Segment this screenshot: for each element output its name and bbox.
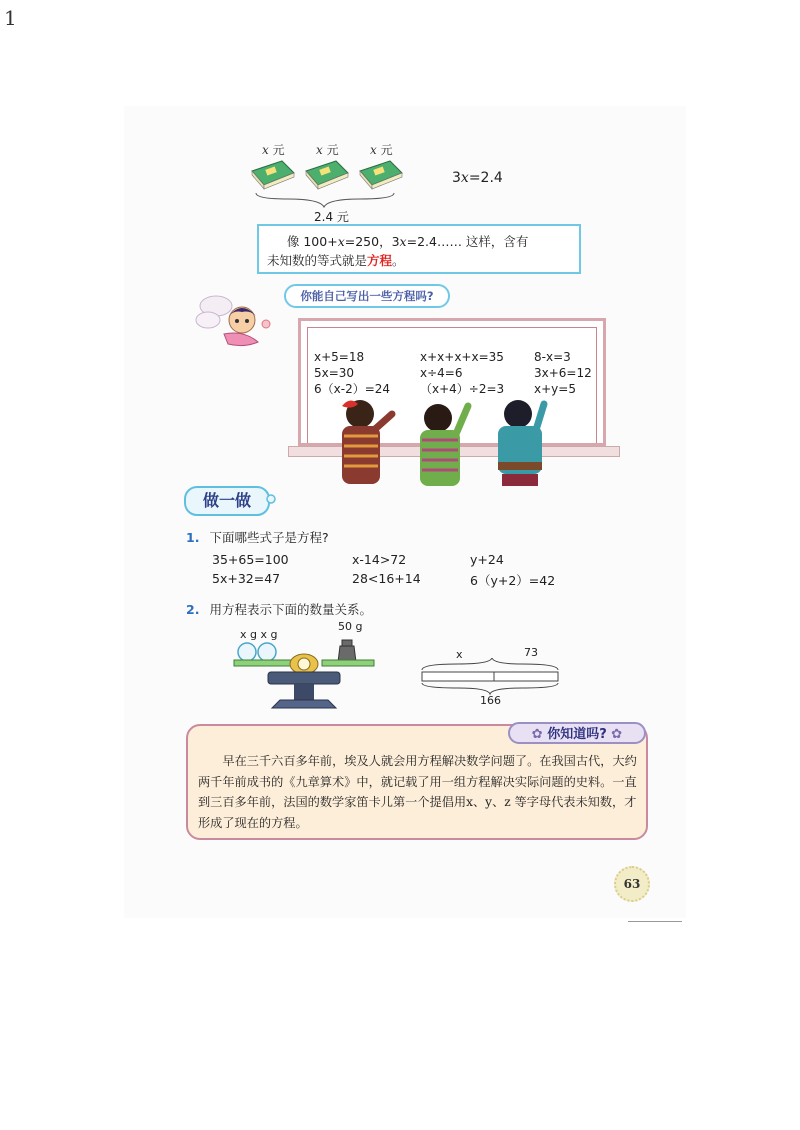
- keyword-equation: 方程: [367, 253, 393, 268]
- definition-line-2: 未知数的等式就是方程。: [267, 253, 405, 268]
- weight-ball-icon: [258, 643, 276, 661]
- question-2: 2. 用方程表示下面的数量关系。: [186, 602, 372, 617]
- expression: 5x+32=47: [212, 571, 281, 586]
- expression: 35+65=100: [212, 552, 289, 567]
- child-middle: [420, 404, 468, 486]
- book-icon-3: [360, 161, 402, 189]
- board-equation: 6（x-2）=24: [314, 382, 391, 396]
- board-equation: 5x=30: [314, 366, 355, 380]
- children-illustration: [330, 396, 560, 490]
- child-right: [498, 400, 544, 486]
- balance-scale-illustration: [232, 636, 378, 714]
- expression: 28<16+14: [352, 571, 421, 586]
- segment-left-label: x: [456, 648, 463, 661]
- board-equation: x+y=5: [534, 382, 576, 396]
- total-brace: [256, 193, 394, 207]
- section-title-try: 做一做: [184, 486, 270, 516]
- angel-illustration: [194, 290, 280, 356]
- did-you-know-text: [198, 751, 642, 833]
- definition-box: [257, 224, 581, 274]
- books-illustration: [248, 155, 408, 215]
- corner-number: 1: [4, 6, 17, 30]
- segment-right-label: 73: [524, 646, 538, 659]
- did-you-know-tag: ✿ 你知道吗? ✿: [508, 722, 646, 744]
- expression: y+24: [470, 552, 504, 567]
- board-equation: x+5=18: [314, 350, 365, 364]
- board-equation: 8-x=3: [534, 350, 571, 364]
- book-icon-1: [252, 161, 294, 189]
- definition-line-1: 像 100+x=250，3x=2.4…… 这样，含有: [286, 234, 529, 249]
- scale-right-label: 50 g: [338, 620, 363, 633]
- total-price-label: 2.4 元: [314, 210, 349, 224]
- book-price-label-2: x 元: [316, 143, 339, 157]
- angel-speech-bubble: 你能自己写出一些方程吗?: [284, 284, 450, 308]
- book-price-label-3: x 元: [370, 143, 393, 157]
- main-equation: 3x=2.4: [452, 170, 503, 186]
- expression: 6（y+2）=42: [470, 573, 556, 588]
- board-equation: x+x+x+x=35: [420, 350, 504, 364]
- bubble-tail-icon: [266, 492, 280, 506]
- flower-icon: ✿: [606, 727, 623, 742]
- question-1: 1. 下面哪些式子是方程?: [186, 530, 329, 545]
- weight-ball-icon: [238, 643, 256, 661]
- board-equation: 3x+6=12: [534, 366, 592, 380]
- scale-left-label: x g x g: [240, 628, 278, 641]
- flower-icon: ✿: [531, 727, 548, 742]
- page-number: 63: [614, 866, 650, 902]
- book-icon-2: [306, 161, 348, 189]
- segment-total-label: 166: [480, 694, 501, 707]
- expression: x-14>72: [352, 552, 407, 567]
- child-left: [342, 400, 392, 484]
- board-equation: （x+4）÷2=3: [420, 382, 505, 396]
- history-paragraph: 早在三千六百多年前，埃及人就会用方程解决数学问题了。在我国古代，大约两千年前成书的《九章算术》中，就记载了用一组方程解决实际问题的史料。一直到三百多年前，法国的数学家笛卡儿第一个提倡用x、y、z 等字母代表未知数，才形成了现在的方程。: [198, 754, 637, 830]
- footer-divider: [628, 921, 682, 922]
- board-equation: x÷4=6: [420, 366, 463, 380]
- book-price-label-1: x 元: [262, 143, 285, 157]
